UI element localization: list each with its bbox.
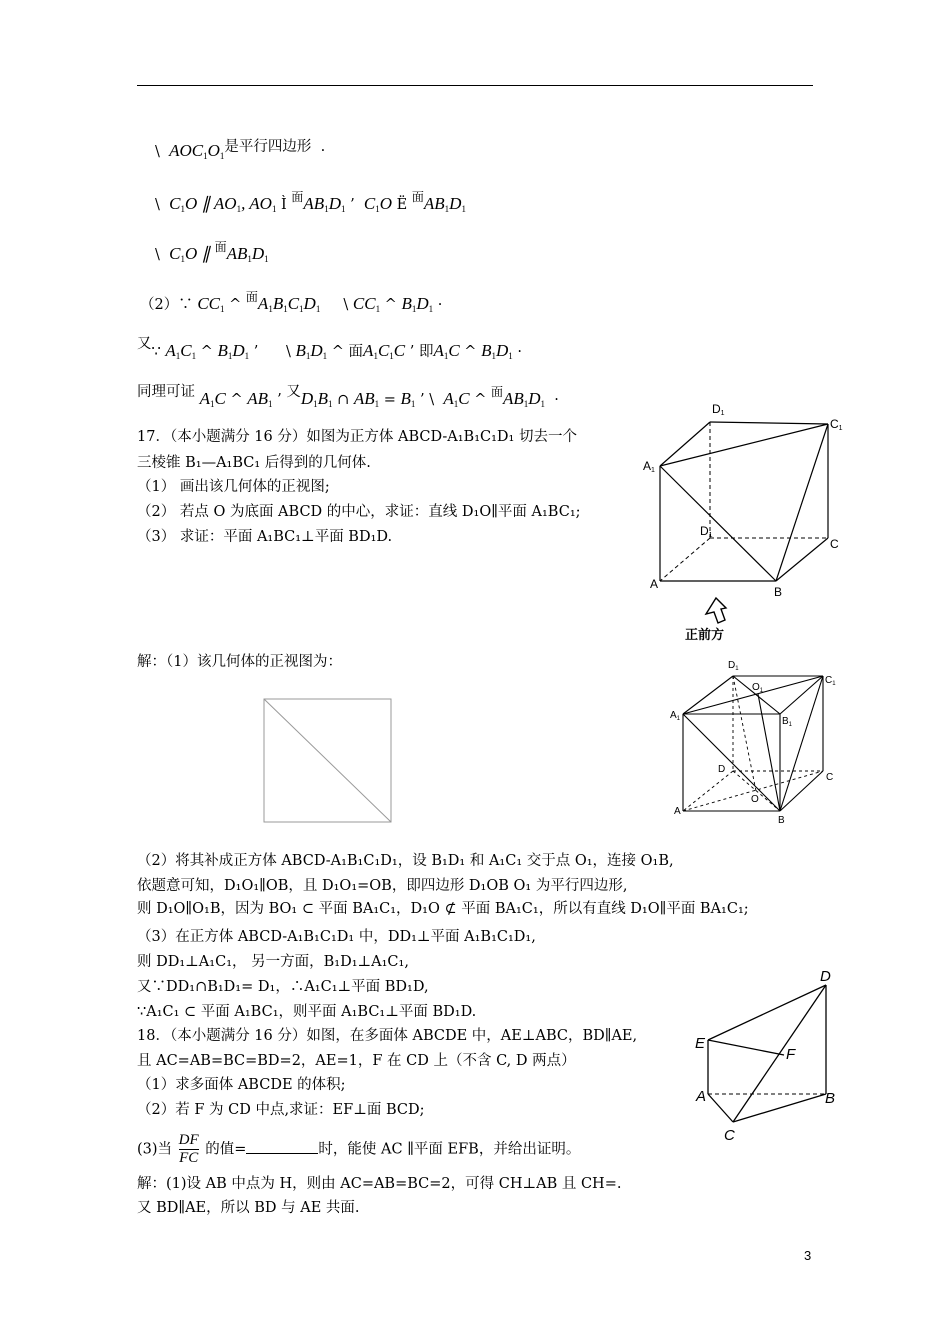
label-E: E xyxy=(695,1035,706,1052)
q17-stem-1: 17．（本小题满分 16 分）如图为正方体 ABCD-A₁B₁C₁D₁ 切去一个 xyxy=(137,429,577,445)
label-A: A xyxy=(674,806,681,817)
page-number: 3 xyxy=(804,1248,812,1263)
fig-q18-polyhedron xyxy=(690,968,850,1148)
label-B: B xyxy=(778,815,785,826)
label-B: B xyxy=(774,585,783,599)
label-O1: $O_1$ xyxy=(752,682,764,694)
fig-q17-solid xyxy=(640,398,850,648)
q18-stem-2: 且 AC=AB=BC=BD=2，AE=1，F 在 CD 上（不含 C, D 两点） xyxy=(137,1053,576,1069)
answer-blank xyxy=(246,1153,318,1154)
sol17-2-line-1: （2）将其补成正方体 ABCD-A₁B₁C₁D₁，设 B₁D₁ 和 A₁C₁ 交于点 O₁，连接 O₁B, xyxy=(137,853,674,869)
q17-stem-2: 三棱锥 B₁—A₁BC₁ 后得到的几何体. xyxy=(137,455,371,471)
label-B: B xyxy=(825,1090,836,1107)
q17-part-3: （3） 求证：平面 A₁BC₁⊥平面 BD₁D. xyxy=(137,529,393,545)
front-arrow-icon xyxy=(706,598,726,623)
q17-part-1: （1） 画出该几何体的正视图; xyxy=(137,479,330,495)
proof-line-5: 又∵ $A_1C_1$ ^ $B_1D_1$ ’ \ $B_1D_1$ ^ 面$A_1C_1C$ ’ 即$A_1C$ ^ $B_1D_1$ · xyxy=(137,336,522,361)
proof-line-6: 同理可证 $A_1C$ ^ $AB_1$ ’ 又$D_1B_1$ ∩ $AB_1 = B_1$ ’ \ $A_1C$ ^ $^面AB_1D_1$ · xyxy=(137,384,559,409)
label-A1: A1 xyxy=(643,459,655,474)
sol17-2-line-2: 依题意可知，D₁O₁∥OB，且 D₁O₁=OB，即四边形 D₁OB O₁ 为平行四边形, xyxy=(137,878,628,894)
proof-line-4: （2）∵ $CC_1$ ^ $^面A_1B_1C_1D_1$ \ $CC_1$ ^ $B_1D_1$ · xyxy=(140,290,443,314)
proof-line-2: \ $C_1O$ ∥ $AO_1$, $AO_1$ Ì $^面AB_1D_1$ ’ $C_1O$ Ë $^面AB_1D_1$ xyxy=(155,190,466,214)
label-D: D1 xyxy=(700,524,713,539)
label-C: C xyxy=(724,1127,735,1144)
label-C1: $C_1$ xyxy=(825,675,836,687)
q18-sol-line-2: 又 BD∥AE，所以 BD 与 AE 共面. xyxy=(137,1200,360,1216)
sol17-line-1: 解：（1）该几何体的正视图为： xyxy=(137,654,342,670)
label-A: A xyxy=(696,1088,707,1105)
fig-q17-cube xyxy=(668,656,843,826)
label-B1: $B_1$ xyxy=(782,716,793,728)
proof-line-3: \ $C_1O$ ∥ $^面AB_1D_1$ xyxy=(155,240,269,264)
label-D: D xyxy=(820,968,831,985)
label-A1: $A_1$ xyxy=(670,710,681,722)
label-O: O xyxy=(751,794,759,805)
label-D: D xyxy=(718,764,726,775)
q17-part-2: （2） 若点 O 为底面 ABCD 的中心，求证：直线 D₁O∥平面 A₁BC₁; xyxy=(137,504,581,520)
q18-part-3: (3)当 $\frac{DF}{FC}$ 的值= 时，能使 AC ∥平面 EFB，并给出证明。 xyxy=(137,1132,581,1166)
label-D1: $D_1$ xyxy=(728,660,739,672)
proof-line-1: \ $AOC_1O_1$是平行四边形 . xyxy=(155,139,326,161)
sol17-3-line-3: 又∵DD₁∩B₁D₁= D₁，∴A₁C₁⊥平面 BD₁D, xyxy=(137,979,429,995)
front-caption: 正前方 xyxy=(685,627,725,642)
q18-part-1: （1）求多面体 ABCDE 的体积; xyxy=(137,1077,346,1093)
q18-part-2: （2）若 F 为 CD 中点,求证：EF⊥面 BCD; xyxy=(137,1102,425,1118)
q18-sol-line-1: 解：(1)设 AB 中点为 H，则由 AC=AB=BC=2，可得 CH⊥AB 且 CH=. xyxy=(137,1176,622,1192)
sol17-3-line-1: （3）在正方体 ABCD-A₁B₁C₁D₁ 中，DD₁⊥平面 A₁B₁C₁D₁, xyxy=(137,929,536,945)
label-A: A xyxy=(650,577,659,591)
sol17-3-line-4: ∵A₁C₁ ⊂ 平面 A₁BC₁，则平面 A₁BC₁⊥平面 BD₁D. xyxy=(137,1004,477,1020)
sol17-2-line-3: 则 D₁O∥O₁B，因为 BO₁ ⊂ 平面 BA₁C₁，D₁O ⊄ 平面 BA₁C₁，所以有直线 D₁O∥平面 BA₁C₁; xyxy=(137,901,749,917)
label-C: C xyxy=(830,537,839,551)
label-C: C xyxy=(826,772,834,783)
sol17-3-line-2: 则 DD₁⊥A₁C₁， 另一方面，B₁D₁⊥A₁C₁, xyxy=(137,954,409,970)
label-D1: D1 xyxy=(712,402,725,417)
front-view-drawing xyxy=(262,697,394,825)
header-rule xyxy=(137,85,813,86)
label-C1: C1 xyxy=(830,417,843,432)
q18-stem-1: 18．（本小题满分 16 分）如图，在多面体 ABCDE 中，AE⊥ABC，BD∥AE, xyxy=(137,1028,638,1044)
label-F: F xyxy=(786,1046,796,1063)
